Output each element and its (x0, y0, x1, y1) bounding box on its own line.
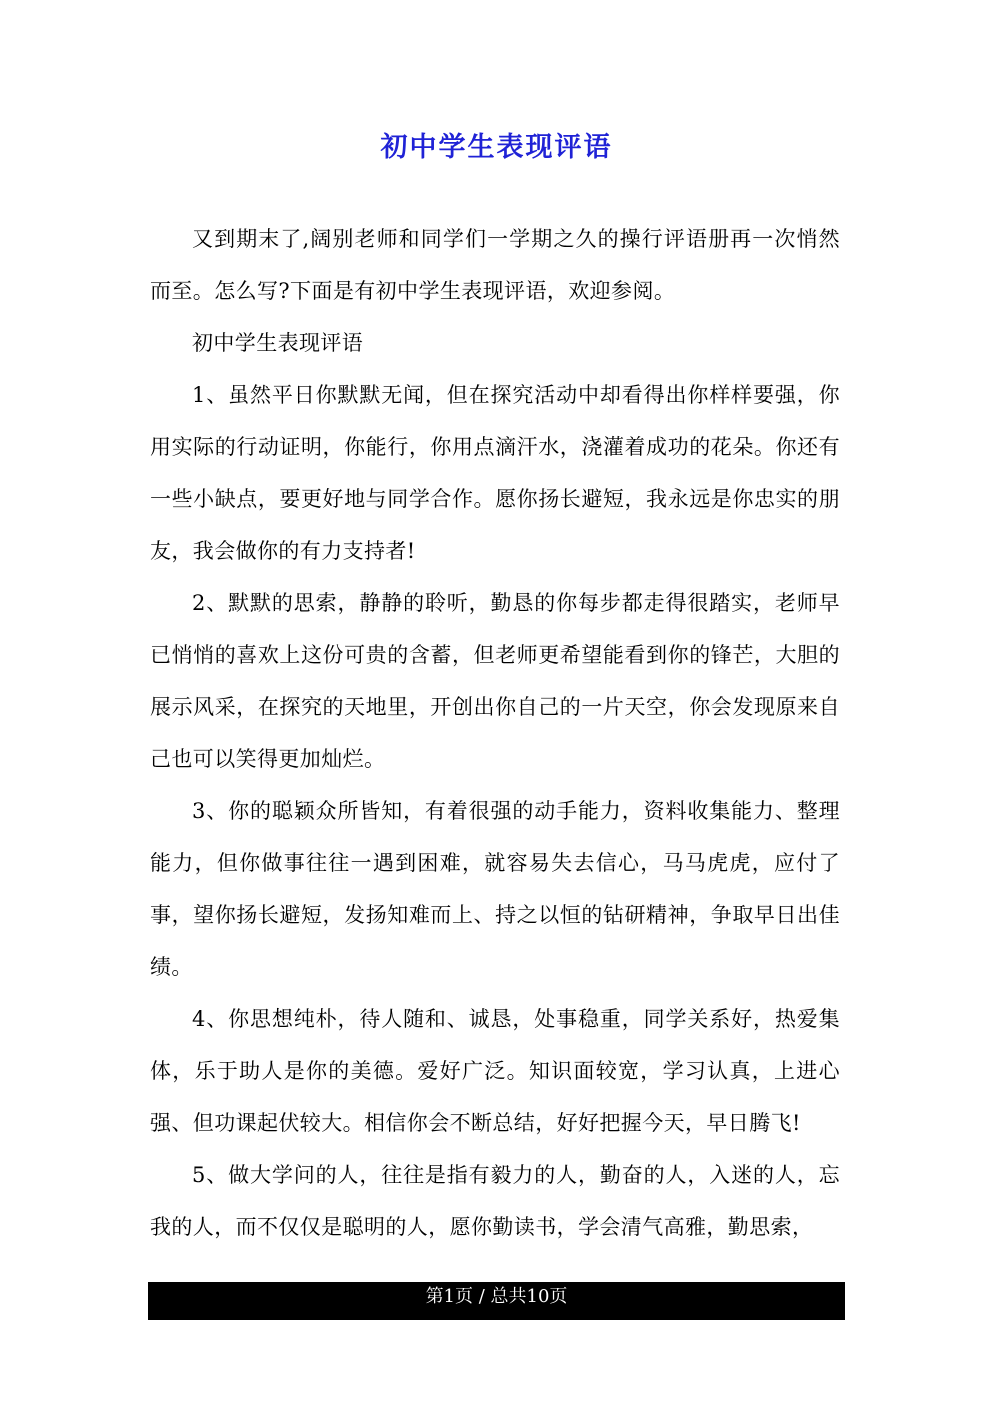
paragraph-comment-5: 5、做大学问的人，往往是指有毅力的人，勤奋的人，入迷的人，忘我的人，而不仅仅是聪明的人，愿你勤读书，学会清气高雅，勤思索， (150, 1163, 840, 1239)
paragraph-comment-1: 1、虽然平日你默默无闻，但在探究活动中却看得出你样样要强，你用实际的行动证明，你能行，你用点滴汗水，浇灌着成功的花朵。你还有一些小缺点，要更好地与同学合作。愿你扬长避短，我永远是你忠实的朋友，我会做你的有力支持者! (150, 383, 840, 563)
paragraph-intro: 又到期末了,阔别老师和同学们一学期之久的操行评语册再一次悄然而至。怎么写?下面是有初中学生表现评语，欢迎参阅。 (150, 227, 840, 303)
page-number-label: 第1页 / 总共10页 (425, 1286, 568, 1307)
paragraph-comment-2: 2、默默的思索，静静的聆听，勤恳的你每步都走得很踏实，老师早已悄悄的喜欢上这份可贵的含蓄，但老师更希望能看到你的锋芒，大胆的展示风采，在探究的天地里，开创出你自己的一片天空，你会发现原来自己也可以笑得更加灿烂。 (150, 591, 840, 771)
page-footer (148, 1282, 845, 1320)
paragraph-comment-3: 3、你的聪颖众所皆知，有着很强的动手能力，资料收集能力、整理能力，但你做事往往一遇到困难，就容易失去信心，马马虎虎，应付了事，望你扬长避短，发扬知难而上、持之以恒的钻研精神，争取早日出佳绩。 (150, 799, 840, 979)
document-title: 初中学生表现评语 (380, 132, 613, 163)
paragraph-subtitle: 初中学生表现评语 (192, 331, 364, 355)
document-body (150, 213, 840, 1253)
paragraph-comment-4: 4、你思想纯朴，待人随和、诚恳，处事稳重，同学关系好，热爱集体，乐于助人是你的美德。爱好广泛。知识面较宽，学习认真，上进心强、但功课起伏较大。相信你会不断总结，好好把握今天，早日腾飞! (150, 1007, 840, 1135)
